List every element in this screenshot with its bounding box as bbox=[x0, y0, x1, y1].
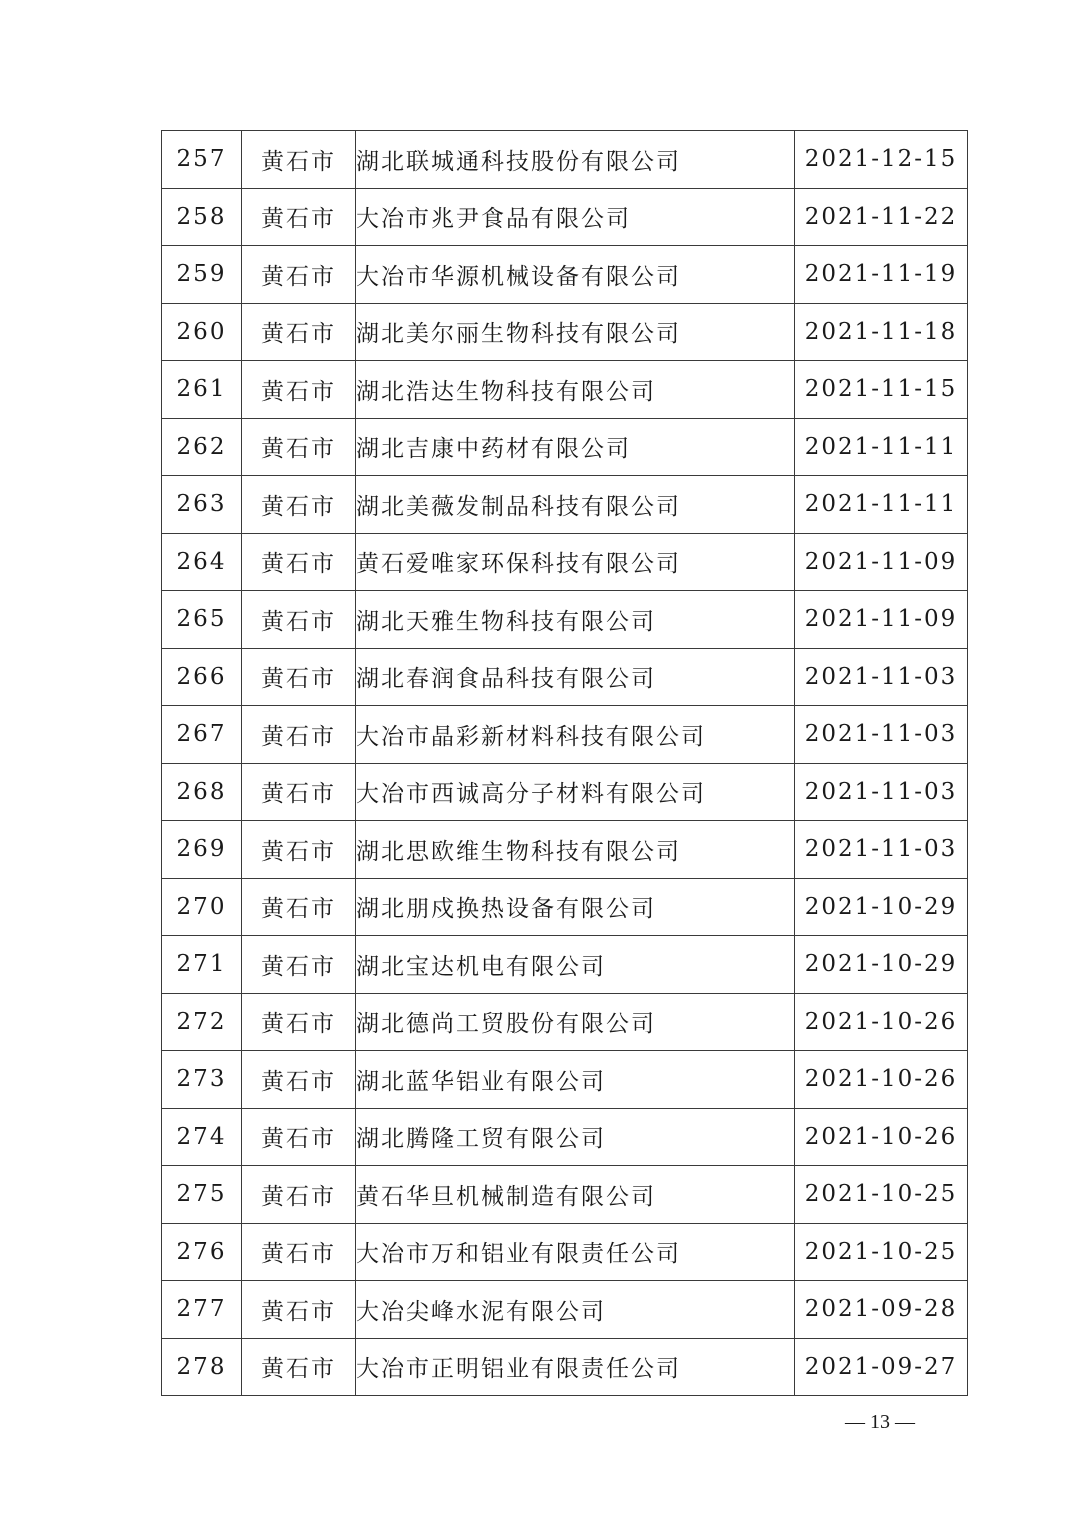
row-number-cell: 270 bbox=[162, 878, 242, 936]
date-cell: 2021-10-29 bbox=[795, 878, 968, 936]
city-cell: 黄石市 bbox=[242, 821, 356, 879]
row-number-cell: 277 bbox=[162, 1281, 242, 1339]
date-cell: 2021-11-09 bbox=[795, 591, 968, 649]
table-row bbox=[162, 1281, 968, 1339]
company-name-cell: 湖北腾隆工贸有限公司 bbox=[356, 1108, 795, 1166]
city-cell: 黄石市 bbox=[242, 1108, 356, 1166]
city-cell: 黄石市 bbox=[242, 591, 356, 649]
city-cell: 黄石市 bbox=[242, 878, 356, 936]
city-cell: 黄石市 bbox=[242, 246, 356, 304]
row-number-cell: 259 bbox=[162, 246, 242, 304]
page-number: — 13 — bbox=[845, 1411, 915, 1433]
company-name-cell: 湖北美薇发制品科技有限公司 bbox=[356, 476, 795, 534]
city-cell: 黄石市 bbox=[242, 303, 356, 361]
date-cell: 2021-10-25 bbox=[795, 1223, 968, 1281]
table-row bbox=[162, 591, 968, 649]
city-cell: 黄石市 bbox=[242, 131, 356, 189]
date-cell: 2021-11-03 bbox=[795, 821, 968, 879]
row-number-cell: 275 bbox=[162, 1166, 242, 1224]
table-row bbox=[162, 648, 968, 706]
table-row bbox=[162, 1223, 968, 1281]
company-name-cell: 湖北朋戍换热设备有限公司 bbox=[356, 878, 795, 936]
row-number-cell: 265 bbox=[162, 591, 242, 649]
row-number-cell: 271 bbox=[162, 936, 242, 994]
table-row bbox=[162, 188, 968, 246]
row-number-cell: 262 bbox=[162, 418, 242, 476]
company-name-cell: 大冶市华源机械设备有限公司 bbox=[356, 246, 795, 304]
date-cell: 2021-11-18 bbox=[795, 303, 968, 361]
city-cell: 黄石市 bbox=[242, 476, 356, 534]
company-name-cell: 湖北思欧维生物科技有限公司 bbox=[356, 821, 795, 879]
company-name-cell: 湖北德尚工贸股份有限公司 bbox=[356, 993, 795, 1051]
table-row bbox=[162, 246, 968, 304]
date-cell: 2021-10-26 bbox=[795, 1051, 968, 1109]
company-name-cell: 大冶市晶彩新材料科技有限公司 bbox=[356, 706, 795, 764]
date-cell: 2021-11-22 bbox=[795, 188, 968, 246]
city-cell: 黄石市 bbox=[242, 648, 356, 706]
company-name-cell: 大冶市正明铝业有限责任公司 bbox=[356, 1338, 795, 1396]
city-cell: 黄石市 bbox=[242, 361, 356, 419]
company-name-cell: 湖北宝达机电有限公司 bbox=[356, 936, 795, 994]
company-name-cell: 大冶尖峰水泥有限公司 bbox=[356, 1281, 795, 1339]
row-number-cell: 278 bbox=[162, 1338, 242, 1396]
date-cell: 2021-10-25 bbox=[795, 1166, 968, 1224]
row-number-cell: 267 bbox=[162, 706, 242, 764]
date-cell: 2021-12-15 bbox=[795, 131, 968, 189]
table-row bbox=[162, 303, 968, 361]
company-name-cell: 大冶市西诚高分子材料有限公司 bbox=[356, 763, 795, 821]
date-cell: 2021-11-11 bbox=[795, 476, 968, 534]
date-cell: 2021-09-28 bbox=[795, 1281, 968, 1339]
city-cell: 黄石市 bbox=[242, 763, 356, 821]
row-number-cell: 261 bbox=[162, 361, 242, 419]
date-cell: 2021-10-26 bbox=[795, 1108, 968, 1166]
table-row bbox=[162, 936, 968, 994]
table-row bbox=[162, 1166, 968, 1224]
row-number-cell: 266 bbox=[162, 648, 242, 706]
date-cell: 2021-10-29 bbox=[795, 936, 968, 994]
table-row bbox=[162, 533, 968, 591]
table-row bbox=[162, 1338, 968, 1396]
company-name-cell: 黄石爱唯家环保科技有限公司 bbox=[356, 533, 795, 591]
city-cell: 黄石市 bbox=[242, 993, 356, 1051]
city-cell: 黄石市 bbox=[242, 1281, 356, 1339]
company-name-cell: 湖北春润食品科技有限公司 bbox=[356, 648, 795, 706]
table-row bbox=[162, 821, 968, 879]
company-name-cell: 湖北吉康中药材有限公司 bbox=[356, 418, 795, 476]
table-row bbox=[162, 361, 968, 419]
city-cell: 黄石市 bbox=[242, 1166, 356, 1224]
table-row bbox=[162, 763, 968, 821]
date-cell: 2021-11-19 bbox=[795, 246, 968, 304]
row-number-cell: 269 bbox=[162, 821, 242, 879]
company-name-cell: 大冶市万和铝业有限责任公司 bbox=[356, 1223, 795, 1281]
table-row bbox=[162, 878, 968, 936]
row-number-cell: 274 bbox=[162, 1108, 242, 1166]
date-cell: 2021-11-15 bbox=[795, 361, 968, 419]
table-row bbox=[162, 418, 968, 476]
city-cell: 黄石市 bbox=[242, 188, 356, 246]
table-body bbox=[162, 131, 968, 1396]
table-row bbox=[162, 993, 968, 1051]
table-row bbox=[162, 131, 968, 189]
row-number-cell: 258 bbox=[162, 188, 242, 246]
city-cell: 黄石市 bbox=[242, 533, 356, 591]
city-cell: 黄石市 bbox=[242, 1338, 356, 1396]
enterprise-table bbox=[161, 130, 968, 1396]
company-name-cell: 黄石华旦机械制造有限公司 bbox=[356, 1166, 795, 1224]
row-number-cell: 263 bbox=[162, 476, 242, 534]
city-cell: 黄石市 bbox=[242, 1051, 356, 1109]
row-number-cell: 264 bbox=[162, 533, 242, 591]
date-cell: 2021-10-26 bbox=[795, 993, 968, 1051]
table-row bbox=[162, 1108, 968, 1166]
city-cell: 黄石市 bbox=[242, 706, 356, 764]
company-name-cell: 湖北蓝华铝业有限公司 bbox=[356, 1051, 795, 1109]
date-cell: 2021-11-09 bbox=[795, 533, 968, 591]
row-number-cell: 260 bbox=[162, 303, 242, 361]
city-cell: 黄石市 bbox=[242, 1223, 356, 1281]
city-cell: 黄石市 bbox=[242, 418, 356, 476]
date-cell: 2021-09-27 bbox=[795, 1338, 968, 1396]
company-name-cell: 湖北天雅生物科技有限公司 bbox=[356, 591, 795, 649]
date-cell: 2021-11-11 bbox=[795, 418, 968, 476]
row-number-cell: 276 bbox=[162, 1223, 242, 1281]
company-name-cell: 湖北美尔丽生物科技有限公司 bbox=[356, 303, 795, 361]
row-number-cell: 272 bbox=[162, 993, 242, 1051]
company-name-cell: 大冶市兆尹食品有限公司 bbox=[356, 188, 795, 246]
row-number-cell: 273 bbox=[162, 1051, 242, 1109]
table-row bbox=[162, 476, 968, 534]
table-row bbox=[162, 1051, 968, 1109]
date-cell: 2021-11-03 bbox=[795, 763, 968, 821]
company-name-cell: 湖北浩达生物科技有限公司 bbox=[356, 361, 795, 419]
date-cell: 2021-11-03 bbox=[795, 648, 968, 706]
row-number-cell: 257 bbox=[162, 131, 242, 189]
company-name-cell: 湖北联城通科技股份有限公司 bbox=[356, 131, 795, 189]
city-cell: 黄石市 bbox=[242, 936, 356, 994]
date-cell: 2021-11-03 bbox=[795, 706, 968, 764]
table-row bbox=[162, 706, 968, 764]
row-number-cell: 268 bbox=[162, 763, 242, 821]
